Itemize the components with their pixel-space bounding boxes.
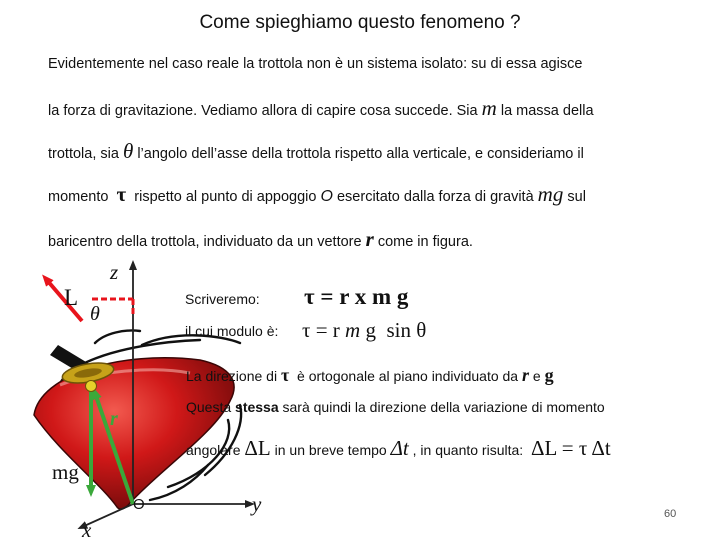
explanation-line-1 [186, 365, 554, 386]
eq-part: τ = r [302, 318, 340, 342]
label-L: L [64, 285, 79, 310]
paragraph-line-2 [48, 96, 594, 121]
symbol-m: m [481, 96, 497, 120]
page-number: 60 [664, 508, 677, 520]
symbol-tau: τ [280, 365, 290, 385]
torque-modulus-equation [302, 318, 426, 343]
label-x: x [82, 518, 92, 542]
paragraph-line-1 [48, 56, 582, 72]
symbol-mg: mg [537, 182, 564, 206]
symbol-g: g [544, 365, 554, 385]
text: l’angolo dell’asse della trottola rispetto alla verticale, e consideriamo il [137, 146, 584, 162]
emphasis-text: stessa [235, 399, 279, 415]
text: è ortogonale al piano individuato da [297, 368, 519, 384]
explanation-line-3 [186, 436, 611, 461]
label-r: r [110, 408, 118, 430]
symbol-r: r [521, 365, 529, 385]
text: la massa della [500, 103, 594, 119]
paragraph-line-3 [48, 139, 584, 164]
text: sul [567, 189, 586, 205]
symbol-delta-t: Δt [390, 436, 409, 460]
text: momento [48, 189, 109, 205]
text: trottola, sia [48, 146, 119, 162]
symbol-theta: θ [122, 139, 134, 163]
text: rispetto al punto di appoggio [134, 189, 317, 205]
symbol-delta-L: ΔL [244, 436, 271, 460]
symbol-g: g [365, 318, 376, 342]
label-y: y [252, 492, 262, 516]
text: baricentro della trottola, individuato da un vettore [48, 234, 362, 250]
label-theta: θ [90, 303, 100, 325]
text: la forza di gravitazione. Vediamo allora di capire cosa succede. Sia [48, 103, 478, 119]
text: e [532, 368, 541, 384]
barycentre-point [86, 381, 97, 392]
text: Evidentemente nel caso reale la trottola [48, 56, 307, 72]
torque-vector-equation: τ = r x m g [304, 284, 409, 309]
text: come in figura. [377, 234, 473, 250]
symbol-m: m [345, 318, 361, 342]
slide-title: Come spieghiamo questo fenomeno ? [199, 12, 521, 33]
symbol-O: O [320, 188, 333, 205]
label-O: O [133, 496, 145, 513]
text: sarà quindi la direzione della variazione di momento [278, 399, 605, 415]
eq-part: sin θ [386, 318, 427, 342]
explanation-line-2 [186, 399, 605, 415]
scriveremo-label: Scriveremo: [185, 291, 260, 307]
symbol-tau: τ [116, 182, 127, 206]
modulo-label: il cui modulo è: [185, 323, 279, 339]
paragraph-line-4 [48, 182, 586, 207]
text: angolare [186, 442, 241, 458]
symbol-r: r [365, 227, 374, 251]
text: La direzione di [186, 368, 278, 384]
label-mg: mg [52, 460, 79, 484]
label-z: z [110, 260, 119, 284]
paragraph-line-5 [48, 227, 473, 252]
text: , in quanto risulta: [412, 442, 524, 458]
emphasis-text: non è un sistema isolato [306, 56, 464, 72]
text: Questa [186, 399, 236, 415]
text: : su di essa agisce [463, 56, 583, 72]
delta-L-equation: ΔL = τ Δt [530, 436, 611, 460]
text: in un breve tempo [274, 442, 387, 458]
text: esercitato dalla forza di gravità [336, 189, 534, 205]
